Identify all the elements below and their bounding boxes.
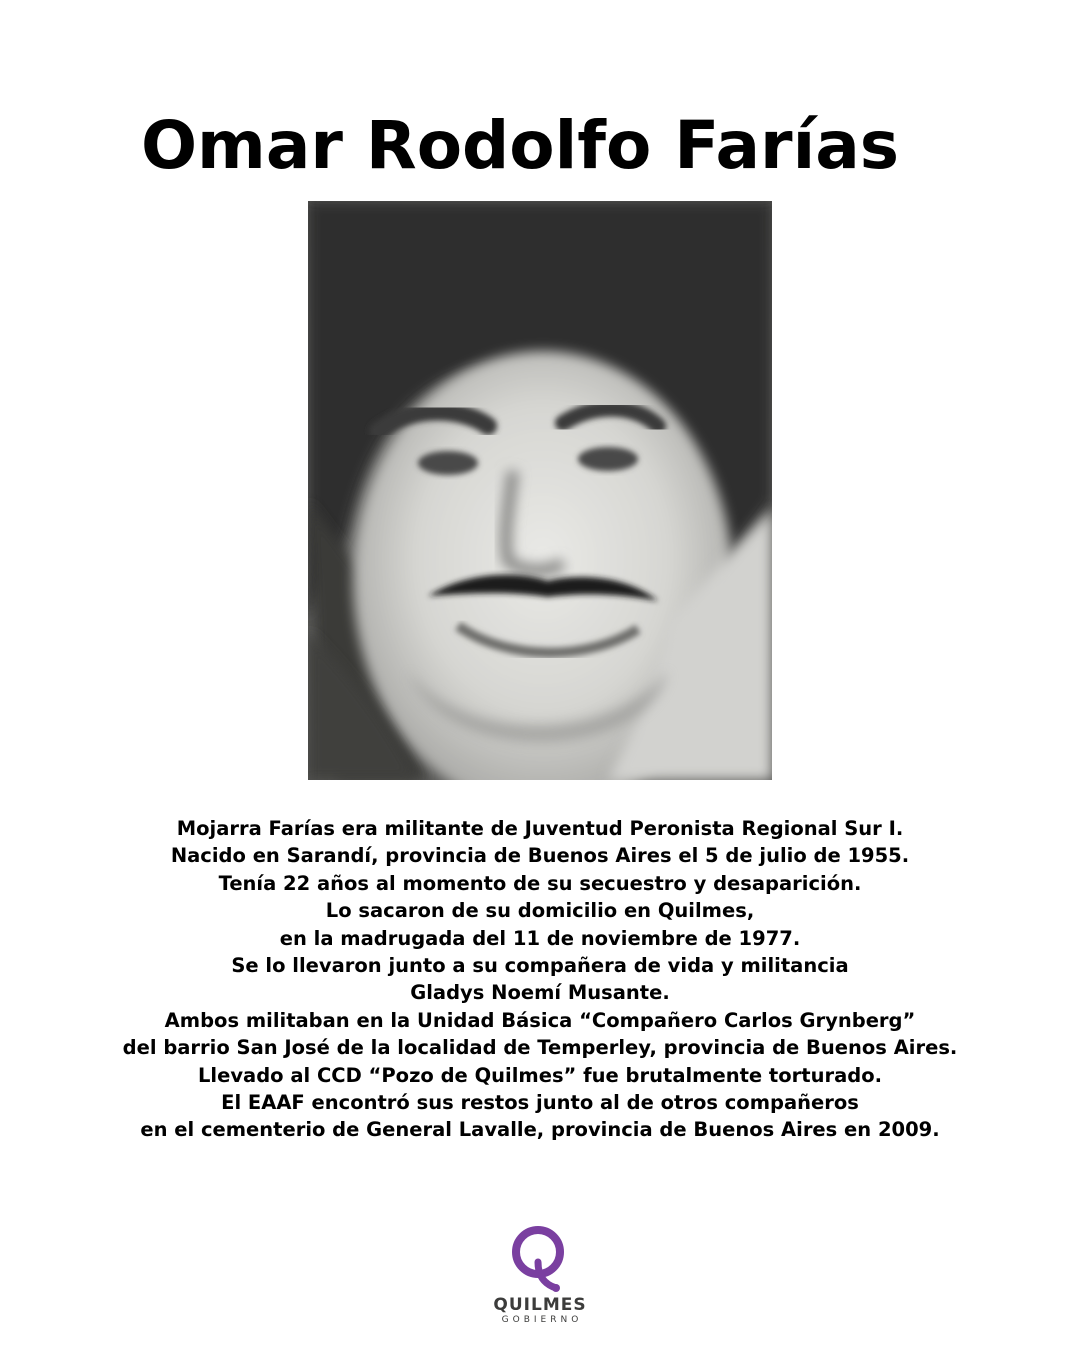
bio-line: Ambos militaban en la Unidad Básica “Compañero Carlos Grynberg” [164,1008,916,1032]
bio-line: en la madrugada del 11 de noviembre de 1977. [279,926,801,950]
bio-line: Se lo llevaron junto a su compañera de vida y militancia [231,954,849,978]
bio-line: en el cementerio de General Lavalle, provincia de Buenos Aires en 2009. [140,1118,940,1142]
biography-text [40,815,1040,1144]
bio-line: del barrio San José de la localidad de Temperley, provincia de Buenos Aires. [122,1036,958,1060]
logo-subtitle: GOBIERNO [501,1315,583,1325]
logo-name: QUILMES [493,1295,587,1315]
quilmes-q-icon [508,1222,572,1294]
page-title: Omar Rodolfo Farías [140,107,900,184]
bio-line: Llevado al CCD “Pozo de Quilmes” fue brutalmente torturado. [197,1063,882,1087]
portrait-photo [308,201,772,780]
bio-line: Nacido en Sarandí, provincia de Buenos Aires el 5 de julio de 1955. [170,844,910,868]
bio-line: Mojarra Farías era militante de Juventud Peronista Regional Sur I. [176,817,904,840]
bio-line: Lo sacaron de su domicilio en Quilmes, [325,899,755,923]
bio-line: Tenía 22 años al momento de su secuestro y desaparición. [218,871,862,895]
bio-line: Gladys Noemí Musante. [410,981,670,1005]
portrait-image [308,201,772,780]
bio-line: El EAAF encontró sus restos junto al de otros compañeros [221,1091,859,1115]
quilmes-logo [470,1222,610,1337]
